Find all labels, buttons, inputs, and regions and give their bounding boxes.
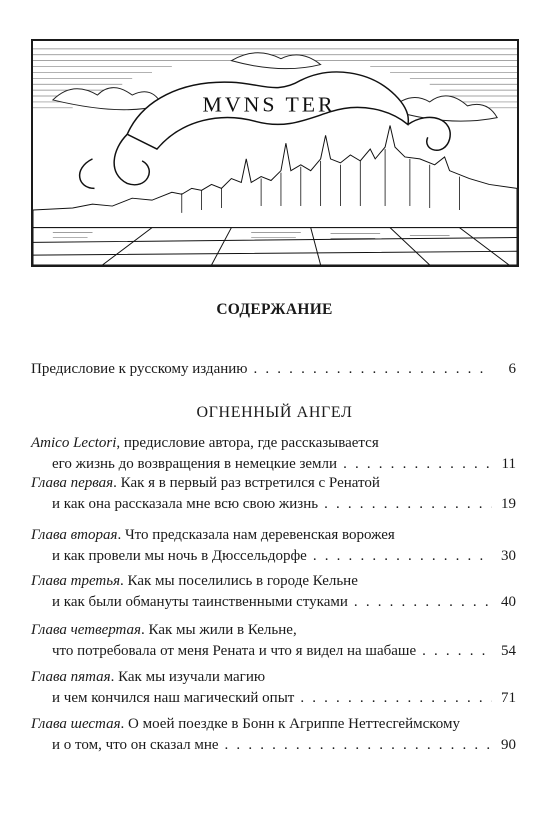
banner-text: MVNS TER [202,92,336,117]
toc-entry-lead: Глава четвертая [31,622,142,638]
toc-entry-line2: его жизнь до возвращения в немецкие земли [52,456,338,472]
toc-entry-line2: и чем кончился наш магический опыт [52,690,295,706]
leader-dots [225,735,492,756]
toc-entry-line1: . Как я в первый раз встретился с Ренатой [113,475,380,491]
toc-entry-1[interactable] [0,433,549,475]
toc-entry-line2: и как провели мы ночь в Дюссельдорфе [52,548,307,564]
toc-entry-7[interactable] [0,714,549,756]
toc-entry-line2: и о том, что он сказал мне [52,737,219,753]
toc-page-number: 11 [501,456,516,472]
toc-page-number: 40 [501,594,516,610]
toc-entry-lead: Глава первая [31,475,114,491]
city-engraving [31,39,519,267]
toc-entry-line2: что потребовала от меня Рената и что я видел на шабаше [52,643,417,659]
toc-entry-line1: . Как мы изучали магию [110,669,266,685]
toc-page-number: 19 [501,496,516,512]
toc-entry-line1: . Что предсказала нам деревенская ворожея [117,527,395,543]
toc-entry-lead: Глава пятая [31,669,111,685]
toc-entry-line1: , предисловие автора, где рассказывается [116,435,379,451]
leader-dots [324,494,492,515]
toc-page-number: 30 [501,548,516,564]
toc-entry-lead: Глава шестая [31,716,121,732]
leader-dots [253,359,492,380]
toc-entry-line1: . Как мы жили в Кельне, [141,622,297,638]
toc-entry-2[interactable] [0,473,549,515]
leader-dots [422,641,492,662]
leader-dots [313,546,492,567]
toc-page-number: 71 [501,690,516,706]
toc-entry-line1: . О моей поездке в Бонн к Агриппе Неттесгеймскому [120,716,460,732]
toc-entry-4[interactable] [0,571,549,613]
toc-page-number: 54 [501,643,516,659]
toc-entry-lead: Глава третья [31,573,121,589]
toc-page-number: 6 [508,361,516,377]
toc-page-number: 90 [501,737,516,753]
toc-entry-lead: Amico Lectori [31,435,117,451]
toc-entry-line2: и как она рассказала мне всю свою жизнь [52,496,319,512]
toc-entry-lead: Глава вторая [31,527,118,543]
section-title: ОГНЕННЫЙ АНГЕЛ [196,404,353,421]
leader-dots [354,592,492,613]
toc-entry-line2: и как были обмануты таинственными стуками [52,594,348,610]
toc-entry-5[interactable] [0,620,549,662]
toc-entry-3[interactable] [0,525,549,567]
toc-entry-6[interactable] [0,667,549,709]
leader-dots [300,688,492,709]
toc-entry-line1: . Как мы поселились в городе Кельне [120,573,358,589]
munster-engraving-image [33,41,517,265]
contents-title: СОДЕРЖАНИЕ [216,301,333,318]
toc-entry-text: Предисловие к русскому изданию [31,361,248,377]
leader-dots [343,454,492,475]
toc-entry-preface[interactable] [0,359,549,380]
